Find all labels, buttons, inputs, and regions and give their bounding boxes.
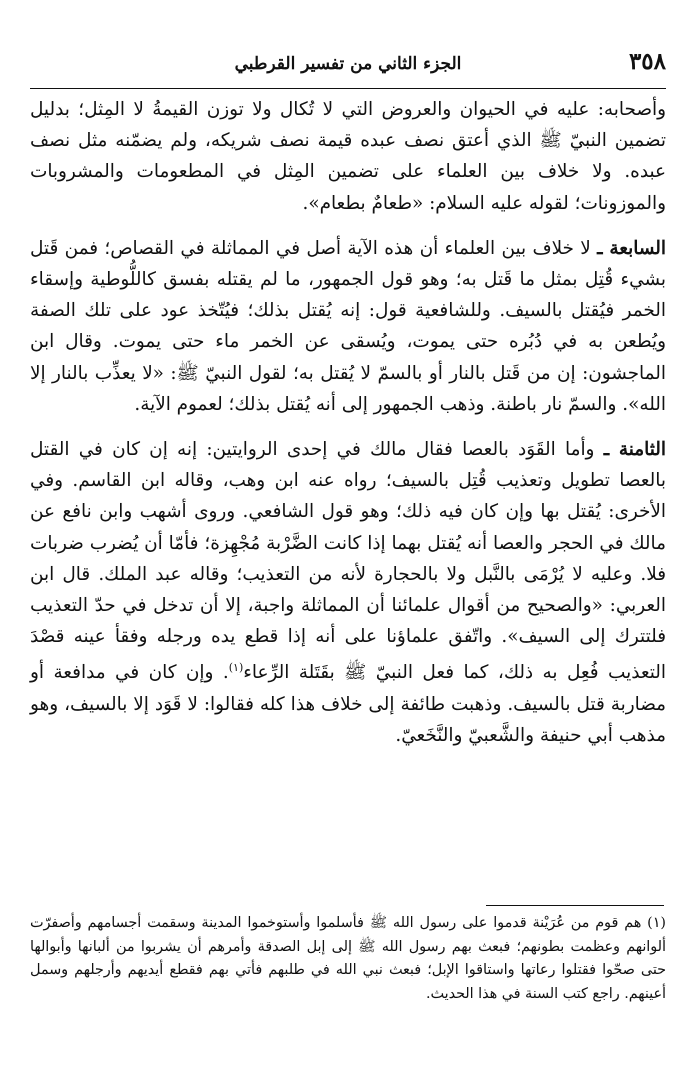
page-number: ٣٥٨ bbox=[628, 48, 666, 75]
footnote-divider bbox=[486, 905, 664, 906]
paragraph-eighth-text: وأما القَوَد بالعصا فقال مالك في إحدى الروايتين: إنه إن كان في القتل بالعصا تطويل وتعذيب قُتِل بالسيف؛ رواه عنه ابن وهب، وقاله ابن القاسم. وفي الأخرى: يُقتل بها وإن كان فيه ذلك؛ وهو قول الشافعي. وروى أشهب وابن نافع عن مالك في الحجر والعصا أنه يُقتل بهما إذا كانت الضَّرْبة مُجْهِزة؛ فأمّا أن يُضرب ضربات فلا. وعليه لا يُرْمَى بالنَّبل ولا بالحجارة لأنه من التعذيب؛ وقاله عبد الملك. قال ابن العربي: «والصحيح من أقوال علمائنا أن المماثلة واجبة، إلا أن تدخل في حدّ التعذيب فلتترك إلى السيف». واتّفق علماؤنا على أنه إذا قطع يده ورجله وفقأ عينه قصْدَ التعذيب فُعِل به ذلك، كما فعل النبيّ ﷺ بقَتَلة الرِّعاء bbox=[30, 439, 666, 684]
footnote-marker: (١) bbox=[228, 661, 244, 675]
paragraph-seventh-text: لا خلاف بين العلماء أن هذه الآية أصل في المماثلة في القصاص؛ فمن قَتل بشيء قُتِل بمثل ما قَتل به؛ وهو قول الجمهور، ما لم يقتله بفسق كاللُّوطية وإسقاء الخمر فيُقتل بالسيف. وللشافعية قول: إنه يُقتل بذلك؛ فيُتّخذ عود على تلك الصفة ويُطعن به في دُبُره حتى يموت، ويُسقى عن الخمر ماء حتى يموت. وقال ابن الماجشون: إن من قَتل بالنار أو بالسمّ لا يُقتل به؛ لقول النبيّ ﷺ: «لا يعذِّب بالنار إلا الله». والسمّ نار باطنة. وذهب الجمهور إلى أنه يُقتل بذلك؛ لعموم الآية. bbox=[30, 237, 666, 415]
page-header bbox=[30, 44, 666, 89]
section-heading-seventh: السابعة ـ bbox=[597, 237, 666, 259]
running-title: الجزء الثاني من تفسير القرطبي bbox=[234, 54, 462, 74]
section-heading-eighth: الثامنة ـ bbox=[603, 439, 666, 461]
main-text bbox=[30, 94, 666, 751]
paragraph-1: وأصحابه: عليه في الحيوان والعروض التي لا تُكال ولا توزن القيمةُ لا المِثل؛ بدليل تضمين النبيّ ﷺ الذي أعتق نصف عبده قيمة نصف شريكه، ولم يضمّنه مثل نصف عبده. ولا خلاف بين العلماء على تضمين المِثل في المطعومات والمشروبات والموزونات؛ لقوله عليه السلام: «طعامٌ بطعام». bbox=[30, 99, 666, 214]
paragraph-eighth-end: . وإن كان في مدافعة أو مضاربة قتل بالسيف. وذهبت طائفة إلى خلاف هذا كله فقالوا: لا قَوَد إلا بالسيف، وهو مذهب أبي حنيفة والشَّعبيّ والنَّخَعيّ. bbox=[30, 662, 666, 746]
paragraph-seventh bbox=[30, 233, 666, 420]
paragraph-eighth bbox=[30, 434, 666, 751]
footnote: (١) هم قوم من عُرَيْنة قدموا على رسول الله ﷺ فأسلموا وأستوخموا المدينة وسقمت أجسامهم وأصفرّت ألوانهم وعظمت بطونهم؛ فبعث بهم رسول الله ﷺ إلى إبل الصدقة وأمرهم أن يشربوا من ألبانها وأبوالها حتى صحّوا فقتلوا رعاتها واستاقوا الإبل؛ فبعث نبي الله في طلبهم فأتي بهم فقطع أيديهم وأرجلهم وسمل أعينهم. راجع كتب السنة في هذا الحديث. bbox=[30, 915, 666, 1002]
